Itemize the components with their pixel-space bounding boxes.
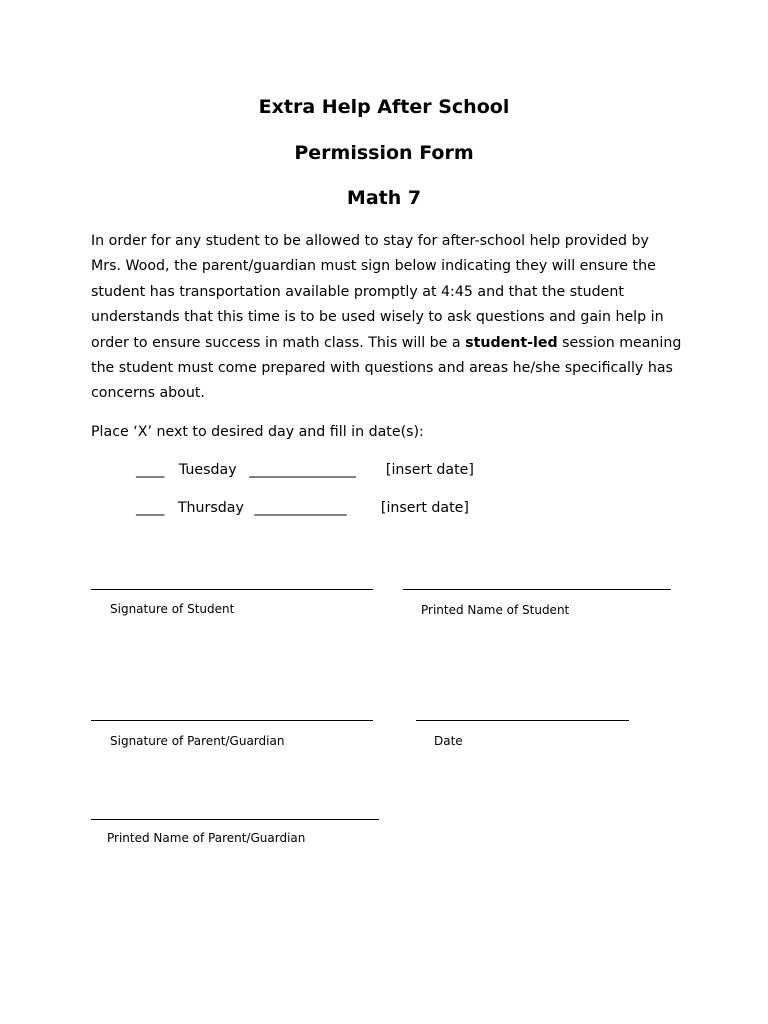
instructions-paragraph [91,229,691,407]
tuesday-option [136,459,474,481]
tuesday-check-blank[interactable]: ____ [136,462,165,478]
form-subtitle: Permission Form [294,142,474,164]
paragraph-line: student has transportation available promptly at 4:45 and that the student [91,283,624,300]
student-printed-name-label: Printed Name of Student [421,603,570,617]
paragraph-line: the student must come prepared with questions and areas he/she specifically has [91,360,673,377]
student-printed-name-line[interactable] [403,589,671,590]
thursday-date-placeholder: [insert date] [380,500,469,516]
emphasis-student-led: student-led [465,334,558,351]
thursday-date-blank[interactable]: _____________ [254,500,347,516]
date-label: Date [434,734,463,748]
parent-signature-line[interactable] [91,720,373,721]
paragraph-line: In order for any student to be allowed to stay for after-school help provided by [91,233,649,249]
date-line[interactable] [416,720,629,721]
thursday-option [136,497,469,519]
form-title: Extra Help After School [258,96,510,118]
paragraph-line: concerns about. [91,385,205,402]
student-signature-label: Signature of Student [110,602,235,616]
tuesday-date-placeholder: [insert date] [385,462,474,478]
class-title: Math 7 [346,187,422,209]
day-selection-instruction: Place ‘X’ next to desired day and fill in date(s): [91,424,424,440]
paragraph-line: understands that this time is to be used wisely to ask questions and gain help in [91,309,664,326]
student-signature-line[interactable] [91,589,373,590]
parent-signature-label: Signature of Parent/Guardian [110,734,285,748]
paragraph-line: Mrs. Wood, the parent/guardian must sign below indicating they will ensure the [91,258,656,275]
thursday-label: Thursday [177,500,244,516]
parent-printed-name-line[interactable] [91,819,379,820]
thursday-check-blank[interactable]: ____ [136,500,165,516]
paragraph-text: session meaning [557,334,682,351]
parent-printed-name-label: Printed Name of Parent/Guardian [107,831,306,845]
tuesday-date-blank[interactable]: _______________ [249,462,356,478]
paragraph-text: order to ensure success in math class. This will be a [91,334,466,351]
tuesday-label: Tuesday [178,462,237,478]
paragraph-line [91,331,691,356]
